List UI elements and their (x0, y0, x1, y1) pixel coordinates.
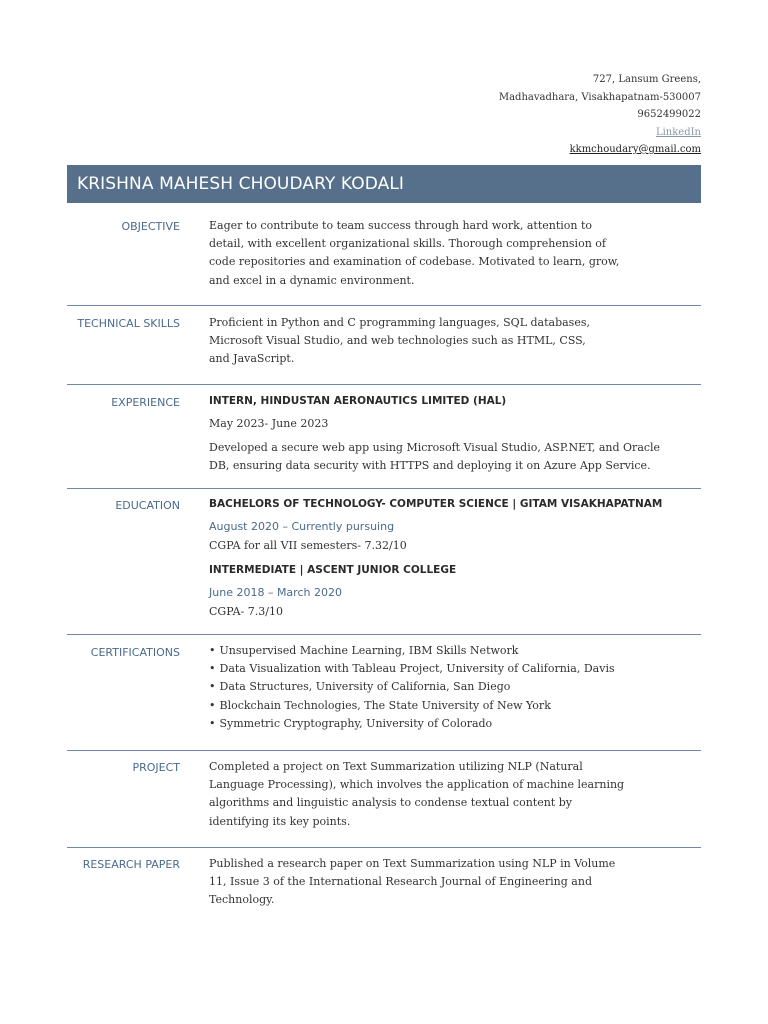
technical-skills-section (67, 306, 701, 385)
experience-dates: May 2023- June 2023 (209, 417, 329, 430)
education-entry-1-score: CGPA for all VII semesters- 7.32/10 (209, 539, 407, 552)
name-banner: KRISHNA MAHESH CHOUDARY KODALI (67, 165, 701, 203)
linkedin-link[interactable]: LinkedIn (655, 126, 701, 138)
separator: | (299, 564, 304, 576)
education-entry-2-dates: June 2018 – March 2020 (209, 586, 342, 599)
education-section (67, 489, 701, 635)
certifications-label: CERTIFICATIONS (90, 646, 180, 659)
education-entry-2-score: CGPA- 7.3/10 (209, 605, 283, 618)
research-paper-label: RESEARCH PAPER (82, 858, 180, 871)
list-item: • Unsupervised Machine Learning, IBM Skills Network (209, 642, 679, 660)
research-paper-text: Published a research paper on Text Summarization using NLP in Volume 11, Issue 3 of the International Research Journal of Engineering and Technology. (209, 857, 616, 907)
education-label: EDUCATION (115, 499, 180, 512)
degree-name: INTERMEDIATE (209, 564, 297, 576)
research-paper-section (67, 848, 701, 928)
objective-label: OBJECTIVE (121, 220, 180, 233)
certifications-list (209, 642, 679, 733)
address-line-1: 727, Lansum Greens, (592, 74, 701, 85)
experience-section (67, 385, 701, 489)
school-name: GITAM VISAKHAPATNAM (519, 498, 663, 510)
project-label: PROJECT (132, 761, 180, 774)
experience-description: Developed a secure web app using Microsoft Visual Studio, ASP.NET, and Oracle DB, ensuring data security with HTTPS and deploying it on Azure App Service. (209, 441, 661, 473)
list-item: • Symmetric Cryptography, University of Colorado (209, 715, 679, 733)
education-entry-1-heading (209, 495, 679, 513)
objective-text: Eager to contribute to team success through hard work, attention to detail, with excellent organizational skills. Thorough comprehension of code repositories and examination of codebase. Motivated to learn, grow, and excel in a dynamic environment. (209, 219, 620, 287)
technical-skills-text: Proficient in Python and C programming languages, SQL databases, Microsoft Visual Studio, and web technologies such as HTML, CSS, and JavaScript. (209, 316, 590, 366)
technical-skills-label: TECHNICAL SKILLS (77, 317, 180, 330)
degree-name: BACHELORS OF TECHNOLOGY- COMPUTER SCIENCE (209, 498, 509, 510)
separator: | (512, 498, 517, 510)
objective-section (67, 203, 701, 306)
certifications-section (67, 635, 701, 751)
address-line-2: Madhavadhara, Visakhapatnam-530007 (498, 91, 701, 103)
list-item: • Data Structures, University of California, San Diego (209, 678, 679, 696)
education-entry-1-dates: August 2020 – Currently pursuing (209, 520, 395, 533)
email-link[interactable]: kkmchoudary@gmail.com (569, 144, 701, 155)
list-item: • Data Visualization with Tableau Project, University of California, Davis (209, 660, 679, 678)
phone-number: 9652499022 (637, 109, 701, 120)
school-name: ASCENT JUNIOR COLLEGE (307, 564, 457, 576)
list-item: • Blockchain Technologies, The State University of New York (209, 697, 679, 715)
experience-title: INTERN, HINDUSTAN AERONAUTICS LIMITED (HAL) (209, 395, 507, 407)
project-text: Completed a project on Text Summarization utilizing NLP (Natural Language Processing), which involves the application of machine learning algorithms and linguistic analysis to condense textual content by identifying its key points. (209, 760, 625, 828)
education-entry-2-heading (209, 561, 679, 579)
experience-label: EXPERIENCE (111, 396, 180, 409)
contact-block (499, 71, 701, 159)
project-section (67, 751, 701, 848)
